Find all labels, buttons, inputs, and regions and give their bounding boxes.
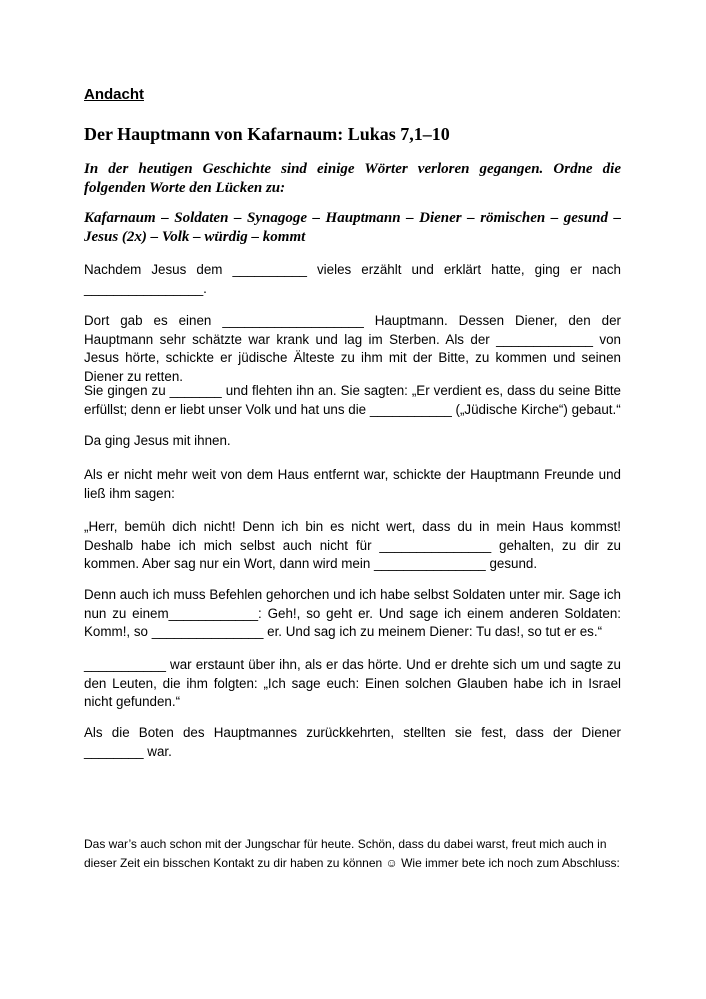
word-bank: Kafarnaum – Soldaten – Synagoge – Hauptmann – Diener – römischen – gesund – Jesus (2x) – Volk – würdig – kommt <box>84 210 621 245</box>
paragraph-3: Sie gingen zu _______ und flehten ihn an. Sie sagten: „Er verdient es, dass du seine Bitte erfüllst; denn er liebt unser Volk und hat uns die ___________ („Jüdische Kirche“) gebaut.“ <box>84 383 621 417</box>
paragraph-1: Nachdem Jesus dem __________ vieles erzählt und erklärt hatte, ging er nach ________________. <box>84 262 621 296</box>
instructions: In der heutigen Geschichte sind einige Wörter verloren gegangen. Ordne die folgenden Worte den Lücken zu: <box>84 161 621 196</box>
closing-note: Das war’s auch schon mit der Jungschar für heute. Schön, dass du dabei warst, freut mich auch in dieser Zeit ein bisschen Kontakt zu dir haben zu können ☺ Wie immer bete ich noch zum Abschluss: <box>84 837 620 870</box>
paragraph-6: „Herr, bemüh dich nicht! Denn ich bin es nicht wert, dass du in mein Haus kommst! Deshalb habe ich mich selbst auch nicht für _______________ gehalten, zu dir zu kommen. Aber sag nur ein Wort, dann wird mein _______________ gesund. <box>84 519 621 571</box>
page-title: Der Hauptmann von Kafarnaum: Lukas 7,1–10 <box>84 124 450 144</box>
paragraph-2: Dort gab es einen ___________________ Hauptmann. Dessen Diener, den der Hauptmann sehr schätzte war krank und lag im Sterben. Als der _____________ von Jesus hörte, schickte er jüdische Älteste zu ihm mit der Bitte, zu kommen und seinen Diener zu retten. <box>84 313 621 384</box>
paragraph-8: ___________ war erstaunt über ihn, als er das hörte. Und er drehte sich um und sagte zu den Leuten, die ihm folgten: „Ich sage euch: Einen solchen Glauben habe ich in Israel nicht gefunden.“ <box>84 657 621 709</box>
section-heading: Andacht <box>84 86 144 103</box>
paragraph-9: Als die Boten des Hauptmannes zurückkehrten, stellten sie fest, dass der Diener ________ war. <box>84 725 621 759</box>
paragraph-5: Als er nicht mehr weit von dem Haus entfernt war, schickte der Hauptmann Freunde und ließ ihm sagen: <box>84 467 621 501</box>
paragraph-7: Denn auch ich muss Befehlen gehorchen und ich habe selbst Soldaten unter mir. Sage ich nun zu einem____________: Geh!, so geht er. Und sage ich einem anderen Soldaten: Komm!, so _______________ er. Und sag ich zu meinem Diener: Tu das!, so tut er es.“ <box>84 587 621 639</box>
paragraph-4: Da ging Jesus mit ihnen. <box>84 433 231 448</box>
